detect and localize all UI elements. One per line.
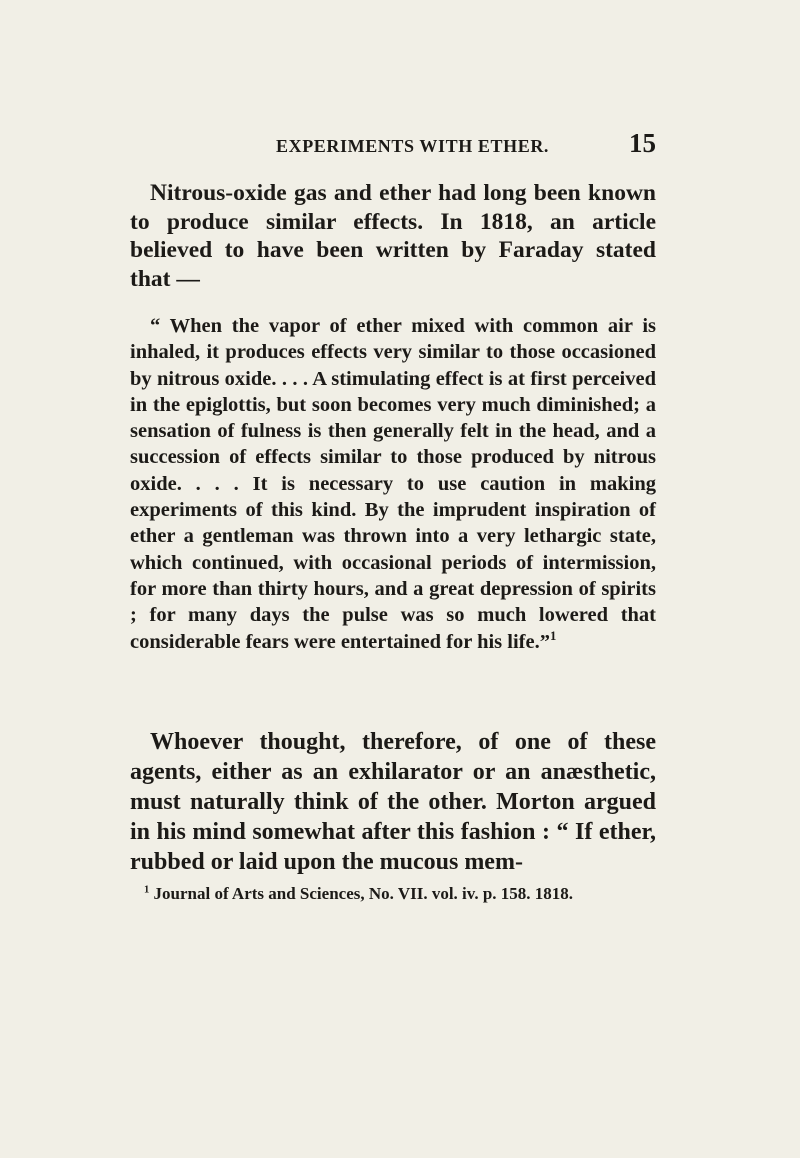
paragraph-intro-text: Nitrous-oxide gas and ether had long been known to produce similar effects. In 1818, an article believed to have been written by Faraday stated that — (130, 180, 656, 292)
page-number: 15 (629, 128, 656, 158)
paragraph-morton (130, 727, 656, 877)
paragraph-morton-text: Whoever thought, therefore, of one of these agents, either as an exhilarator or an anæsthetic, must naturally think of the other. Morton argued in his mind somewhat after this fashion : “ If ether, rubbed or laid upon the mucous mem- (130, 729, 656, 875)
faraday-quotation-text: “ When the vapor of ether mixed with common air is inhaled, it produces effects very similar to those occasioned by nitrous oxide. . . . A stimulating effect is at first perceived in the epiglottis, but soon becomes very much diminished; a sensation of fulness is then generally felt in the head, and a succession of effects similar to those produced by nitrous oxide. . . . It is necessary to use caution in making experiments of this kind. By the imprudent inspiration of ether a gentleman was thrown into a very lethargic state, which continued, with occasional periods of intermission, for more than thirty hours, and a great depression of spirits ; for many days the pulse was so much lowered that considerable fears were entertained for his life.” (130, 315, 656, 653)
running-head (276, 128, 656, 160)
footnote (130, 883, 656, 905)
footnote-marker: 1 (144, 884, 150, 896)
footnote-text: Journal of Arts and Sciences, No. VII. vol. iv. p. 158. 1818. (153, 884, 574, 903)
faraday-quotation (130, 313, 656, 655)
paragraph-intro (130, 179, 656, 293)
footnote-reference: 1 (549, 628, 557, 643)
running-title: EXPERIMENTS WITH ETHER. (276, 136, 550, 156)
